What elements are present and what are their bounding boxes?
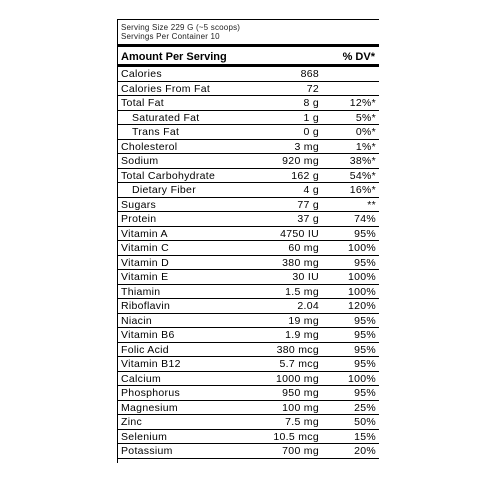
nutrient-name: Folic Acid — [121, 343, 169, 356]
nutrient-amount: 30 IU — [292, 271, 319, 283]
nutrient-row — [118, 169, 379, 184]
nutrient-name: Niacin — [121, 314, 152, 327]
nutrient-row — [118, 430, 379, 445]
servings-per-container: Servings Per Container 10 — [121, 32, 220, 41]
nutrient-row — [118, 154, 379, 169]
nutrient-row — [118, 357, 379, 372]
nutrient-row — [118, 299, 379, 314]
nutrient-row — [118, 241, 379, 256]
nutrient-row — [118, 183, 379, 198]
nutrient-daily-value: 100% — [347, 242, 376, 254]
nutrient-amount: 700 mg — [282, 445, 319, 457]
nutrient-row — [118, 140, 379, 155]
nutrient-amount: 920 mg — [282, 155, 319, 167]
amount-per-serving-label: Amount Per Serving — [121, 51, 227, 63]
nutrient-name: Zinc — [121, 416, 143, 428]
nutrient-amount: 7.5 mg — [285, 416, 319, 428]
nutrient-row — [118, 401, 379, 416]
nutrient-amount: 868 — [300, 68, 319, 80]
nutrient-daily-value: 100% — [347, 271, 376, 283]
nutrient-row — [118, 343, 379, 358]
nutrient-row — [118, 285, 379, 300]
nutrient-daily-value: 1%* — [355, 140, 376, 153]
nutrient-daily-value: 120% — [347, 300, 376, 312]
nutrient-daily-value: 100% — [347, 285, 376, 298]
nutrient-amount: 8 g — [303, 97, 319, 109]
nutrient-name: Vitamin D — [121, 256, 170, 269]
nutrient-daily-value: 100% — [347, 372, 376, 385]
nutrient-daily-value: 54%* — [349, 169, 376, 182]
nutrient-name: Potassium — [121, 445, 173, 457]
nutrition-facts-panel — [117, 19, 379, 463]
nutrient-rows — [118, 67, 379, 459]
nutrient-name: Sodium — [121, 155, 159, 167]
nutrient-name: Calories From Fat — [121, 82, 211, 95]
nutrient-row — [118, 415, 379, 430]
nutrient-name: Total Carbohydrate — [121, 169, 216, 182]
thick-divider — [118, 44, 379, 47]
daily-value-label: % DV* — [342, 51, 375, 63]
nutrient-row — [118, 111, 379, 126]
nutrient-amount: 19 mg — [288, 314, 319, 327]
nutrient-name: Riboflavin — [121, 300, 171, 312]
nutrient-daily-value: 74% — [354, 213, 376, 225]
nutrient-name: Magnesium — [121, 401, 178, 414]
nutrient-daily-value: ** — [367, 198, 376, 211]
nutrient-row — [118, 328, 379, 343]
serving-size: Serving Size 229 G (~5 scoops) — [121, 23, 241, 32]
nutrient-daily-value: 95% — [354, 256, 376, 269]
nutrient-row — [118, 270, 379, 285]
nutrient-name: Thiamin — [121, 285, 161, 298]
nutrient-daily-value: 20% — [354, 445, 376, 457]
nutrient-amount: 380 mcg — [276, 343, 319, 356]
nutrient-row — [118, 314, 379, 329]
nutrient-row — [118, 96, 379, 111]
nutrient-amount: 1000 mg — [276, 372, 319, 385]
nutrient-amount: 3 mg — [294, 140, 319, 153]
nutrient-amount: 1.5 mg — [285, 285, 319, 298]
nutrient-row — [118, 212, 379, 227]
nutrient-daily-value: 25% — [354, 401, 376, 414]
nutrient-daily-value: 95% — [354, 227, 376, 240]
nutrient-amount: 2.04 — [297, 300, 319, 312]
nutrient-amount: 37 g — [297, 213, 319, 225]
nutrient-name: Total Fat — [121, 97, 164, 109]
nutrient-daily-value: 95% — [354, 387, 376, 399]
nutrient-amount: 950 mg — [282, 387, 319, 399]
nutrient-amount: 4 g — [303, 184, 319, 196]
nutrient-daily-value: 16%* — [349, 184, 376, 196]
nutrient-row — [118, 227, 379, 242]
nutrient-name: Trans Fat — [132, 126, 180, 138]
nutrient-name: Vitamin C — [121, 242, 170, 254]
nutrient-name: Protein — [121, 213, 157, 225]
nutrient-amount: 5.7 mcg — [279, 358, 319, 370]
nutrient-amount: 380 mg — [282, 256, 319, 269]
nutrient-name: Vitamin A — [121, 227, 168, 240]
nutrient-amount: 1 g — [303, 111, 319, 124]
amount-header — [121, 50, 377, 64]
nutrient-row — [118, 444, 379, 459]
serving-info — [121, 23, 240, 41]
nutrient-name: Phosphorus — [121, 387, 181, 399]
nutrient-row — [118, 198, 379, 213]
nutrient-daily-value: 12%* — [349, 97, 376, 109]
nutrient-daily-value: 38%* — [349, 155, 376, 167]
nutrient-amount: 162 g — [291, 169, 319, 182]
nutrient-row — [118, 125, 379, 140]
nutrient-daily-value: 0%* — [355, 126, 376, 138]
nutrient-name: Saturated Fat — [132, 111, 200, 124]
nutrient-name: Sugars — [121, 198, 157, 211]
nutrient-name: Vitamin B12 — [121, 358, 181, 370]
nutrient-name: Calories — [121, 68, 162, 80]
nutrient-amount: 10.5 mcg — [273, 430, 319, 443]
nutrient-row — [118, 256, 379, 271]
nutrient-daily-value: 50% — [354, 416, 376, 428]
nutrient-row — [118, 372, 379, 387]
nutrient-name: Selenium — [121, 430, 168, 443]
nutrient-row — [118, 386, 379, 401]
nutrient-name: Calcium — [121, 372, 162, 385]
nutrient-daily-value: 95% — [354, 329, 376, 341]
nutrient-daily-value: 95% — [354, 358, 376, 370]
nutrient-name: Cholesterol — [121, 140, 178, 153]
nutrient-row — [118, 82, 379, 97]
nutrient-amount: 0 g — [303, 126, 319, 138]
nutrient-amount: 100 mg — [282, 401, 319, 414]
nutrient-daily-value: 95% — [354, 343, 376, 356]
nutrient-row — [118, 67, 379, 82]
nutrient-amount: 77 g — [297, 198, 319, 211]
nutrient-amount: 72 — [306, 82, 319, 95]
nutrient-daily-value: 15% — [354, 430, 376, 443]
nutrient-daily-value: 5%* — [355, 111, 376, 124]
nutrient-amount: 4750 IU — [280, 227, 319, 240]
nutrient-daily-value: 95% — [354, 314, 376, 327]
nutrient-amount: 60 mg — [288, 242, 319, 254]
nutrient-name: Dietary Fiber — [132, 184, 196, 196]
nutrient-name: Vitamin B6 — [121, 329, 175, 341]
nutrient-name: Vitamin E — [121, 271, 169, 283]
nutrient-amount: 1.9 mg — [285, 329, 319, 341]
